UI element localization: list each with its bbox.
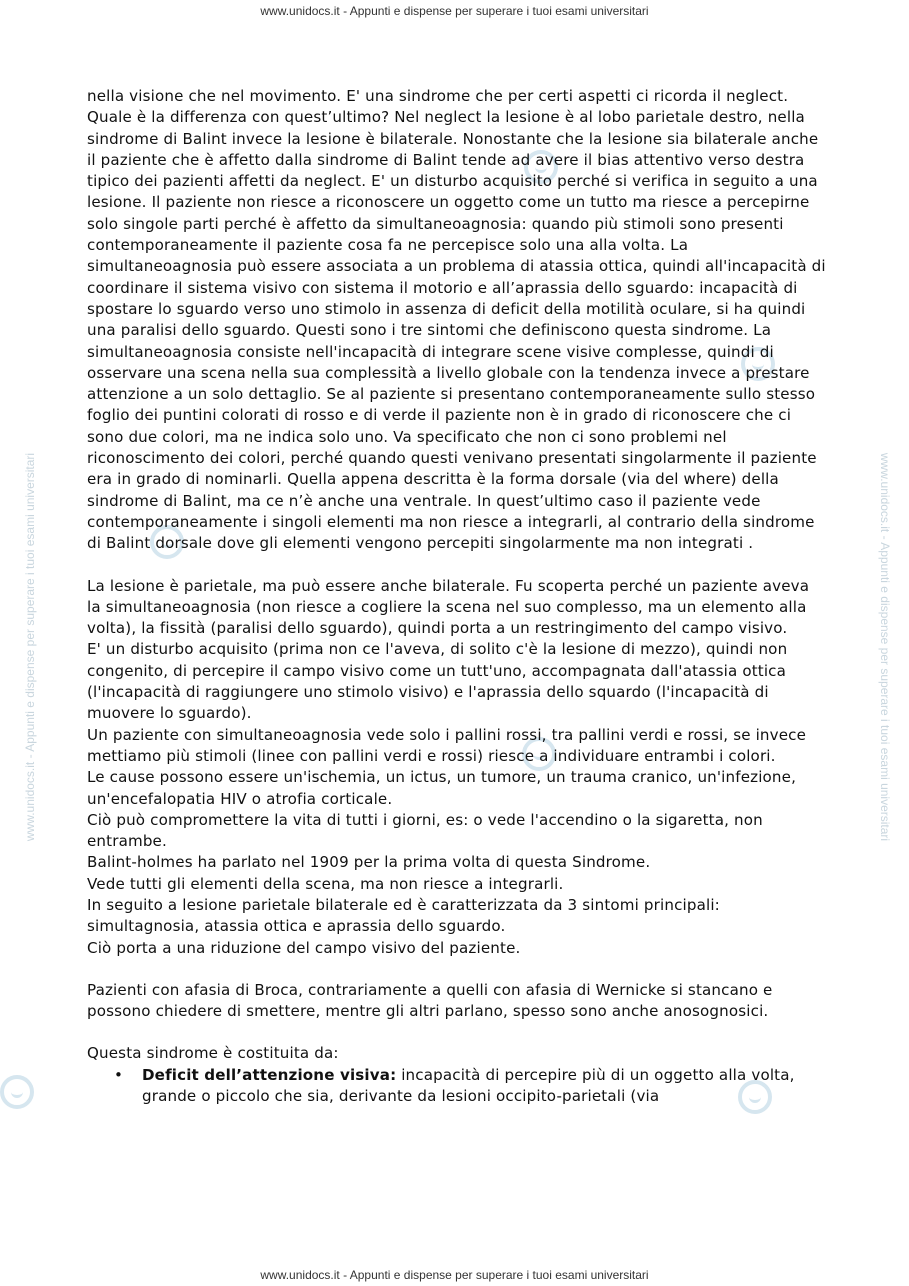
list-item	[114, 1065, 827, 1108]
left-side-watermark: www.unidocs.it - Appunti e dispense per superare i tuoi esami universitari	[23, 452, 37, 842]
watermark-logo-icon	[0, 1075, 34, 1109]
paragraph-balint-intro: nella visione che nel movimento. E' una sindrome che per certi aspetti ci ricorda il neglect. Quale è la differenza con quest’ultimo? Nel neglect la lesione è al lobo parietale destro, nella sindrome di Balint invece la lesione è bilaterale. Nonostante che la lesione sia bilaterale anche il paziente che è affetto dalla sindrome di Balint tende ad avere il bias attentivo verso destra tipico dei pazienti affetti da neglect. E' un disturbo acquisito perché si verifica in seguito a una lesione. Il paziente non riesce a riconoscere un oggetto come un tutto ma riesce a percepirne solo singole parti perché è affetto da simultaneoagnosia: quando più stimoli sono presenti contemporaneamente il paziente cosa fa ne percepisce solo una alla volta. La simultaneoagnosia può essere associata a un problema di atassia ottica, quindi all'incapacità di coordinare il sistema visivo con sistema il motorio e all’aprassia dello sguardo: incapacità di spostare lo sguardo verso uno stimolo in assenza di deficit della motilità oculare, si ha quindi una paralisi dello sguardo. Questi sono i tre sintomi che definiscono questa sindrome. La simultaneoagnosia consiste nell'incapacità di integrare scene visive complesse, quindi di osservare una scena nella sua complessità a livello globale con la tendenza invece a prestare attenzione a un solo dettaglio. Se al paziente si presentano contemporaneamente sullo stesso foglio dei puntini colorati di rosso e di verde il paziente non è in grado di riconoscere che ci sono due colori, ma ne indica solo uno. Va specificato che non ci sono problemi nel riconoscimento dei colori, perché quando questi venivano presentati singolarmente il paziente era in grado di nominarli. Quella appena descritta è la forma dorsale (via del where) della sindrome di Balint, ma ce n’è anche una ventrale. In quest’ultimo caso il paziente vede contemporaneamente i singoli elementi ma non riesce a integrarli, al contrario della sindrome di Balint dorsale dove gli elementi vengono percepiti singolarmente ma non integrati .	[87, 87, 826, 553]
paragraph-integration: Vede tutti gli elementi della scena, ma non riesce a integrarli.	[87, 874, 564, 893]
paragraph-simultagnosia-example: Un paziente con simultaneoagnosia vede solo i pallini rossi, tra pallini verdi e rossi, se invece mettiamo più stimoli (linee con pallini verdi e rossi) riesce a individuare entrambi i colori.	[87, 725, 807, 765]
page-footer-watermark: www.unidocs.it - Appunti e dispense per superare i tuoi esami universitari	[260, 1268, 649, 1282]
symptom-list	[87, 1065, 827, 1108]
paragraph-acquired-disorder: E' un disturbo acquisito (prima non ce l'aveva, di solito c'è la lesione di mezzo), quindi non congenito, di percepire il campo visivo come un tutt'uno, accompagnata dall'atassia ottica (l'incapacità di raggiungere uno stimolo visivo) e l'aprassia dello squardo (l'incapacità di muovere lo sguardo).	[87, 640, 788, 723]
page-header-watermark: www.unidocs.it - Appunti e dispense per superare i tuoi esami universitari	[260, 4, 649, 18]
paragraph-daily-life: Ciò può compromettere la vita di tutti i giorni, es: o vede l'accendino o la sigaretta, non entrambe.	[87, 810, 763, 851]
paragraph-syndrome-components: Questa sindrome è costituita da:	[87, 1044, 339, 1063]
document-body	[87, 86, 827, 1107]
paragraph-lesion: La lesione è parietale, ma può essere anche bilaterale. Fu scoperta perché un paziente aveva la simultaneoagnosia (non riesce a cogliere la scena nel suo complesso, ma un elemento alla volta), la fissità (paralisi dello sguardo), quindi porta a un restringimento del campo visivo.	[87, 576, 810, 638]
paragraph-causes: Le cause possono essere un'ischemia, un ictus, un tumore, un trauma cranico, un'infezione, un'encefalopatia HIV o atrofia corticale.	[87, 768, 797, 808]
paragraph-gap	[87, 959, 827, 980]
paragraph-history: Balint-holmes ha parlato nel 1909 per la prima volta di questa Sindrome.	[87, 853, 651, 872]
paragraph-gap	[87, 1022, 827, 1043]
right-side-watermark: www.unidocs.it - Appunti e dispense per superare i tuoi esami universitari	[878, 452, 892, 842]
bullet-icon: •	[114, 1065, 124, 1084]
paragraph-aphasia: Pazienti con afasia di Broca, contrariamente a quelli con afasia di Wernicke si stancano e possono chiedere di smettere, mentre gli altri parlano, spesso sono anche anosognosici.	[87, 980, 773, 1021]
list-item-term: Deficit dell’attenzione visiva:	[142, 1065, 397, 1084]
list-item-text: incapacità di percepire più di un oggetto alla volta, grande o piccolo che sia, derivante da lesioni occipito-parietali (via	[142, 1065, 795, 1106]
paragraph-visual-field: Ciò porta a una riduzione del campo visivo del paziente.	[87, 938, 521, 957]
paragraph-symptoms: In seguito a lesione parietale bilaterale ed è caratterizzata da 3 sintomi principali: simultagnosia, atassia ottica e aprassia dello sguardo.	[87, 895, 720, 936]
paragraph-gap	[87, 555, 827, 576]
